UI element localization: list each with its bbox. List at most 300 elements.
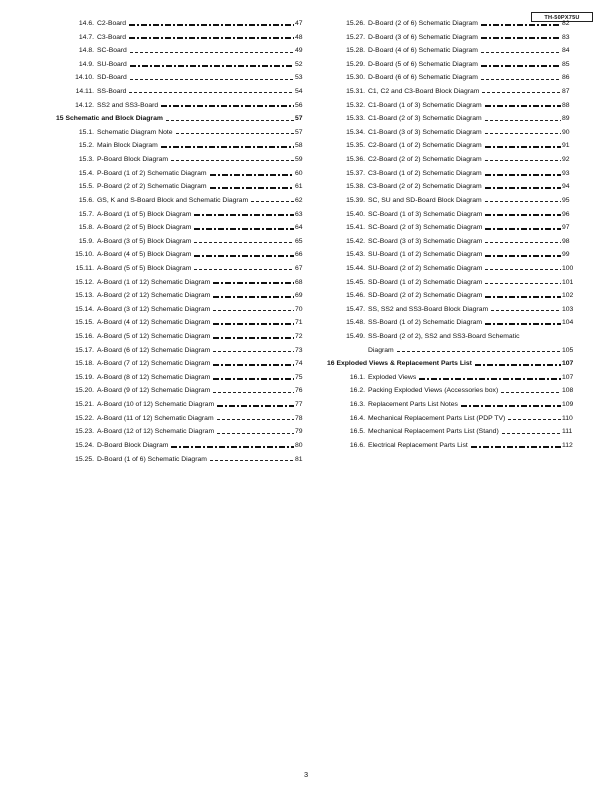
toc-entry[interactable] xyxy=(327,439,576,453)
toc-entry-number: 15.40. xyxy=(346,210,365,218)
toc-entry-page: 97 xyxy=(562,224,570,232)
toc-leader-line xyxy=(251,201,294,202)
toc-leader-line xyxy=(194,214,294,216)
toc-entry[interactable] xyxy=(327,412,576,426)
toc-leader-line xyxy=(176,133,294,134)
toc-entry[interactable] xyxy=(56,289,309,303)
toc-entry-title: A-Board (5 of 5) Block Diagram xyxy=(97,264,192,272)
toc-leader-line xyxy=(166,120,294,121)
toc-entry-title: D-Board (4 of 6) Schematic Diagram xyxy=(368,47,478,55)
toc-entry[interactable] xyxy=(327,384,576,398)
toc-entry-page: 103 xyxy=(562,305,574,313)
toc-entry-number: 15.15. xyxy=(75,319,94,327)
toc-leader-line xyxy=(129,24,294,26)
toc-entry[interactable] xyxy=(327,425,576,439)
toc-entry-number: 15.5. xyxy=(78,183,94,191)
toc-entry-number: 15.2. xyxy=(78,142,94,150)
toc-entry[interactable] xyxy=(56,221,309,235)
toc-leader-line xyxy=(485,283,561,284)
toc-leader-line xyxy=(213,296,294,298)
toc-entry-page: 57 xyxy=(295,128,303,136)
toc-entry-title: SC-Board (1 of 3) Schematic Diagram xyxy=(368,210,483,218)
toc-entry-number: 16.3. xyxy=(349,401,365,409)
toc-leader-line xyxy=(485,255,561,257)
toc-entry-page: 101 xyxy=(562,278,574,286)
toc-entry-page: 58 xyxy=(295,142,303,150)
toc-entry[interactable] xyxy=(56,139,309,153)
toc-entry-page: 70 xyxy=(295,305,303,313)
toc-right-column xyxy=(327,17,576,453)
toc-entry-title: C3-Board (2 of 2) Schematic Diagram xyxy=(368,183,482,191)
toc-entry[interactable] xyxy=(327,139,576,153)
toc-leader-line xyxy=(213,364,294,366)
toc-entry-number: 15.16. xyxy=(75,333,94,341)
toc-entry[interactable] xyxy=(56,425,309,439)
toc-entry-page: 102 xyxy=(562,292,574,300)
toc-entry-number: 15.24. xyxy=(75,441,94,449)
toc-entry[interactable] xyxy=(56,180,309,194)
toc-leader-line xyxy=(485,174,561,176)
toc-entry-page: 110 xyxy=(562,414,573,422)
toc-entry-number: 15.12. xyxy=(75,278,94,286)
toc-entry-number: 16.1. xyxy=(349,373,365,381)
toc-entry-number: 15.10. xyxy=(75,251,94,259)
toc-entry-page: 109 xyxy=(562,401,574,409)
toc-entry-number: 14.7. xyxy=(78,33,94,41)
toc-section-heading[interactable] xyxy=(56,112,309,126)
toc-leader-line xyxy=(130,79,294,80)
toc-entry[interactable] xyxy=(56,31,309,45)
toc-entry-title: D-Board (3 of 6) Schematic Diagram xyxy=(368,33,478,41)
toc-entry-page: 77 xyxy=(295,401,303,409)
toc-entry-page: 53 xyxy=(295,74,303,82)
toc-entry[interactable] xyxy=(327,180,576,194)
toc-entry[interactable] xyxy=(327,44,576,58)
toc-entry-page: 91 xyxy=(562,142,570,150)
toc-entry-page: 98 xyxy=(562,237,570,245)
toc-leader-line xyxy=(485,323,561,325)
toc-entry-page: 72 xyxy=(295,333,303,341)
toc-entry-number: 15.3. xyxy=(78,156,94,164)
toc-entry-number: 14.12. xyxy=(75,101,94,109)
toc-leader-line xyxy=(485,105,561,107)
toc-entry-title: SC, SU and SD-Board Block Diagram xyxy=(368,196,482,204)
toc-leader-line xyxy=(481,65,561,67)
toc-entry-page: 81 xyxy=(295,455,303,463)
toc-entry-page: 87 xyxy=(562,88,570,96)
toc-entry-title: SU-Board (1 of 2) Schematic Diagram xyxy=(368,251,483,259)
toc-entry-number: 15.4. xyxy=(78,169,94,177)
toc-entry-title: D-Board (5 of 6) Schematic Diagram xyxy=(368,60,478,68)
toc-leader-line xyxy=(213,392,294,393)
toc-entry-page: 60 xyxy=(295,169,303,177)
toc-entry-number: 15.20. xyxy=(75,387,94,395)
toc-leader-line xyxy=(485,120,561,121)
toc-entry-title: C2-Board (1 of 2) Schematic Diagram xyxy=(368,142,482,150)
toc-entry-page: 92 xyxy=(562,156,570,164)
toc-entry-number: 15.27. xyxy=(346,33,365,41)
toc-entry[interactable] xyxy=(327,167,576,181)
toc-leader-line xyxy=(485,228,561,230)
toc-entry-number: 16.5. xyxy=(349,428,365,436)
toc-leader-line xyxy=(213,323,294,325)
toc-leader-line xyxy=(213,351,294,352)
toc-entry-number: 15.32. xyxy=(346,101,365,109)
toc-leader-line xyxy=(481,37,561,39)
toc-entry[interactable] xyxy=(56,44,309,58)
toc-entry-number: 15.44. xyxy=(346,264,365,272)
toc-entry[interactable] xyxy=(56,71,309,85)
toc-entry-title: Diagram xyxy=(368,346,394,354)
toc-entry-page: 104 xyxy=(562,319,574,327)
toc-entry-number: 15.38. xyxy=(346,183,365,191)
toc-entry-page: 94 xyxy=(562,183,570,191)
toc-entry[interactable] xyxy=(327,208,576,222)
toc-leader-line xyxy=(161,105,294,107)
toc-entry-title: D-Board (6 of 6) Schematic Diagram xyxy=(368,74,478,82)
toc-entry-title: SC-Board (3 of 3) Schematic Diagram xyxy=(368,237,483,245)
toc-entry-page: 56 xyxy=(295,101,303,109)
toc-entry-number: 15.29. xyxy=(346,60,365,68)
toc-entry-title: C1-Board (1 of 3) Schematic Diagram xyxy=(368,101,482,109)
toc-entry[interactable] xyxy=(327,112,576,126)
toc-entry[interactable] xyxy=(56,235,309,249)
toc-leader-line xyxy=(130,52,294,53)
toc-entry-page: 99 xyxy=(562,251,570,259)
toc-entry-title: A-Board (5 of 12) Schematic Diagram xyxy=(97,333,211,341)
toc-entry-title: P-Board Block Diagram xyxy=(97,156,169,164)
toc-entry-title: A-Board (1 of 5) Block Diagram xyxy=(97,210,192,218)
toc-entry-number: 15.7. xyxy=(78,210,94,218)
toc-entry-title: A-Board (3 of 5) Block Diagram xyxy=(97,237,192,245)
toc-entry-title: SD-Board (2 of 2) Schematic Diagram xyxy=(368,292,483,300)
toc-entry-number: 15.8. xyxy=(78,224,94,232)
toc-leader-line xyxy=(485,242,561,243)
toc-entry-page: 52 xyxy=(295,60,303,68)
toc-leader-line xyxy=(485,269,561,270)
toc-entry-title: D-Board (1 of 6) Schematic Diagram xyxy=(97,455,207,463)
toc-leader-line xyxy=(210,174,294,176)
toc-leader-line xyxy=(194,269,294,270)
toc-entry-page: 65 xyxy=(295,237,303,245)
toc-entry-page: 71 xyxy=(295,319,303,327)
toc-entry[interactable] xyxy=(56,126,309,140)
toc-entry[interactable] xyxy=(56,167,309,181)
toc-leader-line xyxy=(485,201,561,202)
toc-entry[interactable] xyxy=(327,344,576,358)
toc-entry[interactable] xyxy=(56,453,309,467)
toc-entry-number: 15.28. xyxy=(346,47,365,55)
toc-entry-number: 15.25. xyxy=(75,455,94,463)
toc-entry-number: 15.36. xyxy=(346,156,365,164)
toc-entry-page: 66 xyxy=(295,251,303,259)
toc-entry-page: 93 xyxy=(562,169,570,177)
toc-leader-line xyxy=(485,146,561,148)
toc-entry-page: 47 xyxy=(295,20,303,27)
toc-entry[interactable] xyxy=(327,248,576,262)
toc-entry-title: Replacement Parts List Notes xyxy=(368,401,458,409)
toc-entry-page: 62 xyxy=(295,196,303,204)
toc-entry-title: SS2 and SS3-Board xyxy=(97,101,159,109)
toc-entry-page: 80 xyxy=(295,441,303,449)
toc-entry-page: 84 xyxy=(562,47,570,55)
toc-entry-title: C3-Board (1 of 2) Schematic Diagram xyxy=(368,169,482,177)
toc-entry[interactable] xyxy=(56,58,309,72)
toc-leader-line xyxy=(217,405,294,407)
toc-entry-number: 15.14. xyxy=(75,305,94,313)
toc-entry-title: C1-Board (2 of 3) Schematic Diagram xyxy=(368,115,482,123)
toc-entry-number: 15.45. xyxy=(346,278,365,286)
toc-leader-line xyxy=(194,228,294,230)
toc-entry-number: 15.21. xyxy=(75,401,94,409)
toc-entry[interactable] xyxy=(327,289,576,303)
toc-entry-page: 89 xyxy=(562,115,570,123)
toc-entry[interactable] xyxy=(327,71,576,85)
toc-entry-number: 15.11. xyxy=(75,264,94,272)
toc-entry-number: 15.18. xyxy=(75,360,94,368)
toc-entry-number: 14.11. xyxy=(75,88,94,96)
toc-entry-page: 63 xyxy=(295,210,303,218)
toc-leader-line xyxy=(129,37,294,39)
toc-entry-title: A-Board (7 of 12) Schematic Diagram xyxy=(97,360,211,368)
toc-entry[interactable] xyxy=(327,303,576,317)
toc-entry[interactable] xyxy=(327,17,576,31)
toc-entry[interactable] xyxy=(327,194,576,208)
toc-leader-line xyxy=(210,460,294,461)
toc-entry-title: Electrical Replacement Parts List xyxy=(368,441,468,449)
toc-entry[interactable] xyxy=(56,194,309,208)
toc-leader-line xyxy=(213,282,294,284)
toc-entry-title: A-Board (6 of 12) Schematic Diagram xyxy=(97,346,211,354)
toc-entry-title: C1, C2 and C3-Board Block Diagram xyxy=(368,88,480,96)
toc-entry[interactable] xyxy=(56,99,309,113)
toc-section-heading[interactable] xyxy=(327,357,576,371)
toc-entry[interactable] xyxy=(327,221,576,235)
toc-entry-title: C1-Board (3 of 3) Schematic Diagram xyxy=(368,128,482,136)
toc-entry-page: 69 xyxy=(295,292,303,300)
toc-entry-title: Main Block Diagram xyxy=(97,142,158,150)
toc-entry-title: A-Board (2 of 5) Block Diagram xyxy=(97,224,192,232)
toc-leader-line xyxy=(194,255,294,257)
toc-entry-page: 57 xyxy=(295,115,303,123)
toc-entry-number: 15.41. xyxy=(346,224,365,232)
toc-entry-number: 15.19. xyxy=(75,373,94,381)
toc-entry[interactable] xyxy=(327,153,576,167)
toc-entry[interactable] xyxy=(327,235,576,249)
toc-leader-line xyxy=(217,419,294,420)
toc-entry-number: 15.48. xyxy=(346,319,365,327)
toc-entry-page: 49 xyxy=(295,47,303,55)
toc-entry-number: 15.33. xyxy=(346,115,365,123)
toc-entry[interactable] xyxy=(327,262,576,276)
toc-entry-page: 64 xyxy=(295,224,303,232)
toc-entry-number: 15.34. xyxy=(346,128,365,136)
toc-entry[interactable] xyxy=(56,384,309,398)
toc-entry-page: 48 xyxy=(295,33,303,41)
toc-leader-line xyxy=(471,446,561,448)
toc-leader-line xyxy=(129,92,294,93)
toc-entry[interactable] xyxy=(56,439,309,453)
toc-entry-title: SS, SS2 and SS3-Board Block Diagram xyxy=(368,305,489,313)
toc-entry-page: 68 xyxy=(295,278,303,286)
toc-entry-title: P-Board (2 of 2) Schematic Diagram xyxy=(97,183,207,191)
toc-entry-title: SD-Board (1 of 2) Schematic Diagram xyxy=(368,278,483,286)
toc-entry-page: 100 xyxy=(562,264,574,272)
toc-leader-line xyxy=(419,378,561,380)
toc-entry[interactable] xyxy=(56,344,309,358)
toc-entry-number: 15.9. xyxy=(78,237,94,245)
toc-entry-title: P-Board (1 of 2) Schematic Diagram xyxy=(97,169,207,177)
toc-entry[interactable] xyxy=(56,248,309,262)
toc-entry-number: 15.46. xyxy=(346,292,365,300)
toc-entry-title: A-Board (4 of 5) Block Diagram xyxy=(97,251,192,259)
toc-entry-number: 15.22. xyxy=(75,414,94,422)
toc-leader-line xyxy=(501,392,561,393)
toc-entry-number: 15.23. xyxy=(75,428,94,436)
toc-leader-line xyxy=(508,419,561,420)
toc-entry-title: A-Board (8 of 12) Schematic Diagram xyxy=(97,373,211,381)
toc-leader-line xyxy=(481,52,561,53)
toc-entry[interactable] xyxy=(56,316,309,330)
toc-entry[interactable] xyxy=(56,276,309,290)
toc-entry-number: 15.26. xyxy=(346,20,365,27)
toc-entry[interactable] xyxy=(56,85,309,99)
toc-entry-title: SU-Board xyxy=(97,60,127,68)
toc-entry-title: C2-Board (2 of 2) Schematic Diagram xyxy=(368,156,482,164)
toc-entry-title: A-Board (9 of 12) Schematic Diagram xyxy=(97,387,211,395)
toc-leader-line xyxy=(502,433,561,434)
toc-entry[interactable] xyxy=(56,262,309,276)
toc-leader-line xyxy=(171,160,294,161)
toc-entry-page: 78 xyxy=(295,414,303,422)
toc-entry-page: 111 xyxy=(562,428,573,436)
toc-leader-line xyxy=(161,146,294,148)
toc-entry-title: Packing Exploded Views (Accessories box) xyxy=(368,387,499,395)
toc-entry[interactable] xyxy=(327,316,576,330)
toc-entry-number: 15.39. xyxy=(346,196,365,204)
toc-entry-number: 15.43. xyxy=(346,251,365,259)
toc-entry-number: 16.6. xyxy=(349,441,365,449)
toc-entry-title: A-Board (4 of 12) Schematic Diagram xyxy=(97,319,211,327)
toc-entry-number: 15.30. xyxy=(346,74,365,82)
toc-leader-line xyxy=(485,160,561,161)
toc-leader-line xyxy=(485,187,561,189)
page-number: 3 xyxy=(303,770,309,779)
toc-entry-number: 15.1. xyxy=(78,128,94,136)
toc-leader-line xyxy=(485,133,561,134)
toc-entry[interactable] xyxy=(327,31,576,45)
toc-entry-title: C2-Board xyxy=(97,20,127,27)
toc-leader-line xyxy=(491,310,561,311)
toc-entry-number: 14.6. xyxy=(78,20,94,27)
toc-entry-title: 15 Schematic and Block Diagram xyxy=(56,115,163,123)
toc-entry-title: SS-Board (1 of 2) Schematic Diagram xyxy=(368,319,483,327)
toc-entry-page: 67 xyxy=(295,264,303,272)
toc-entry-title: SS-Board (2 of 2), SS2 and SS3-Board Schematic xyxy=(368,333,520,341)
toc-entry-title: Mechanical Replacement Parts List (Stand) xyxy=(368,428,499,436)
toc-entry-title: SC-Board xyxy=(97,47,127,55)
toc-entry[interactable] xyxy=(56,357,309,371)
toc-entry-title: A-Board (2 of 12) Schematic Diagram xyxy=(97,292,211,300)
toc-leader-line xyxy=(461,405,561,407)
toc-entry-title: A-Board (1 of 12) Schematic Diagram xyxy=(97,278,211,286)
toc-entry-number: 15.31. xyxy=(346,88,365,96)
toc-leader-line xyxy=(482,92,561,93)
toc-entry-page: 86 xyxy=(562,74,570,82)
toc-entry[interactable] xyxy=(327,58,576,72)
toc-entry[interactable] xyxy=(327,99,576,113)
toc-entry-page: 85 xyxy=(562,60,570,68)
toc-leader-line xyxy=(475,364,561,366)
toc-entry[interactable] xyxy=(56,303,309,317)
toc-entry-title: SC-Board (2 of 3) Schematic Diagram xyxy=(368,224,483,232)
toc-entry-page: 105 xyxy=(562,346,574,354)
toc-entry[interactable] xyxy=(56,412,309,426)
toc-entry[interactable] xyxy=(56,330,309,344)
toc-entry[interactable] xyxy=(327,371,576,385)
toc-entry-title: D-Board Block Diagram xyxy=(97,441,169,449)
toc-entry-title: SD-Board xyxy=(97,74,127,82)
toc-entry-page: 74 xyxy=(295,360,303,368)
toc-leader-line xyxy=(217,433,294,434)
toc-entry[interactable] xyxy=(327,398,576,412)
toc-entry[interactable] xyxy=(56,371,309,385)
toc-entry-page: 79 xyxy=(295,428,303,436)
toc-entry-page: 96 xyxy=(562,210,570,218)
toc-entry[interactable] xyxy=(56,398,309,412)
toc-entry[interactable] xyxy=(56,17,309,31)
toc-entry[interactable] xyxy=(56,208,309,222)
toc-entry-number: 15.17. xyxy=(75,346,94,354)
toc-leader-line xyxy=(130,65,294,67)
toc-entry[interactable] xyxy=(56,153,309,167)
toc-left-column xyxy=(56,17,309,466)
toc-entry[interactable] xyxy=(327,330,576,344)
toc-entry-page: 90 xyxy=(562,128,570,136)
toc-entry-number: 15.37. xyxy=(346,169,365,177)
toc-leader-line xyxy=(213,337,294,339)
toc-entry-page: 83 xyxy=(562,33,570,41)
toc-entry-number: 14.10. xyxy=(75,74,94,82)
toc-entry[interactable] xyxy=(327,85,576,99)
toc-entry-number: 14.9. xyxy=(78,60,94,68)
toc-entry-title: A-Board (10 of 12) Schematic Diagram xyxy=(97,401,215,409)
toc-leader-line xyxy=(171,446,294,448)
toc-entry[interactable] xyxy=(327,126,576,140)
toc-entry-page: 75 xyxy=(295,373,303,381)
toc-entry[interactable] xyxy=(327,276,576,290)
toc-entry-title: GS, K and S-Board Block and Schematic Diagram xyxy=(97,196,249,204)
toc-leader-line xyxy=(481,24,561,26)
toc-entry-title: D-Board (2 of 6) Schematic Diagram xyxy=(368,20,478,27)
toc-entry-page: 107 xyxy=(562,373,574,381)
toc-leader-line xyxy=(481,79,561,80)
toc-entry-number: 15.47. xyxy=(346,305,365,313)
toc-entry-number: 16.4. xyxy=(349,414,365,422)
toc-entry-page: 54 xyxy=(295,88,303,96)
toc-entry-title: A-Board (12 of 12) Schematic Diagram xyxy=(97,428,215,436)
toc-entry-page: 88 xyxy=(562,101,570,109)
toc-entry-title: Schematic Diagram Note xyxy=(97,128,173,136)
toc-entry-page: 61 xyxy=(295,183,303,191)
toc-entry-title: SS-Board xyxy=(97,88,127,96)
toc-entry-title: A-Board (11 of 12) Schematic Diagram xyxy=(97,414,214,422)
toc-entry-number: 15.49. xyxy=(346,333,365,341)
toc-entry-number: 14.8. xyxy=(78,47,94,55)
toc-leader-line xyxy=(485,296,561,298)
toc-entry-page: 112 xyxy=(562,441,573,449)
toc-entry-number: 15.13. xyxy=(75,292,94,300)
